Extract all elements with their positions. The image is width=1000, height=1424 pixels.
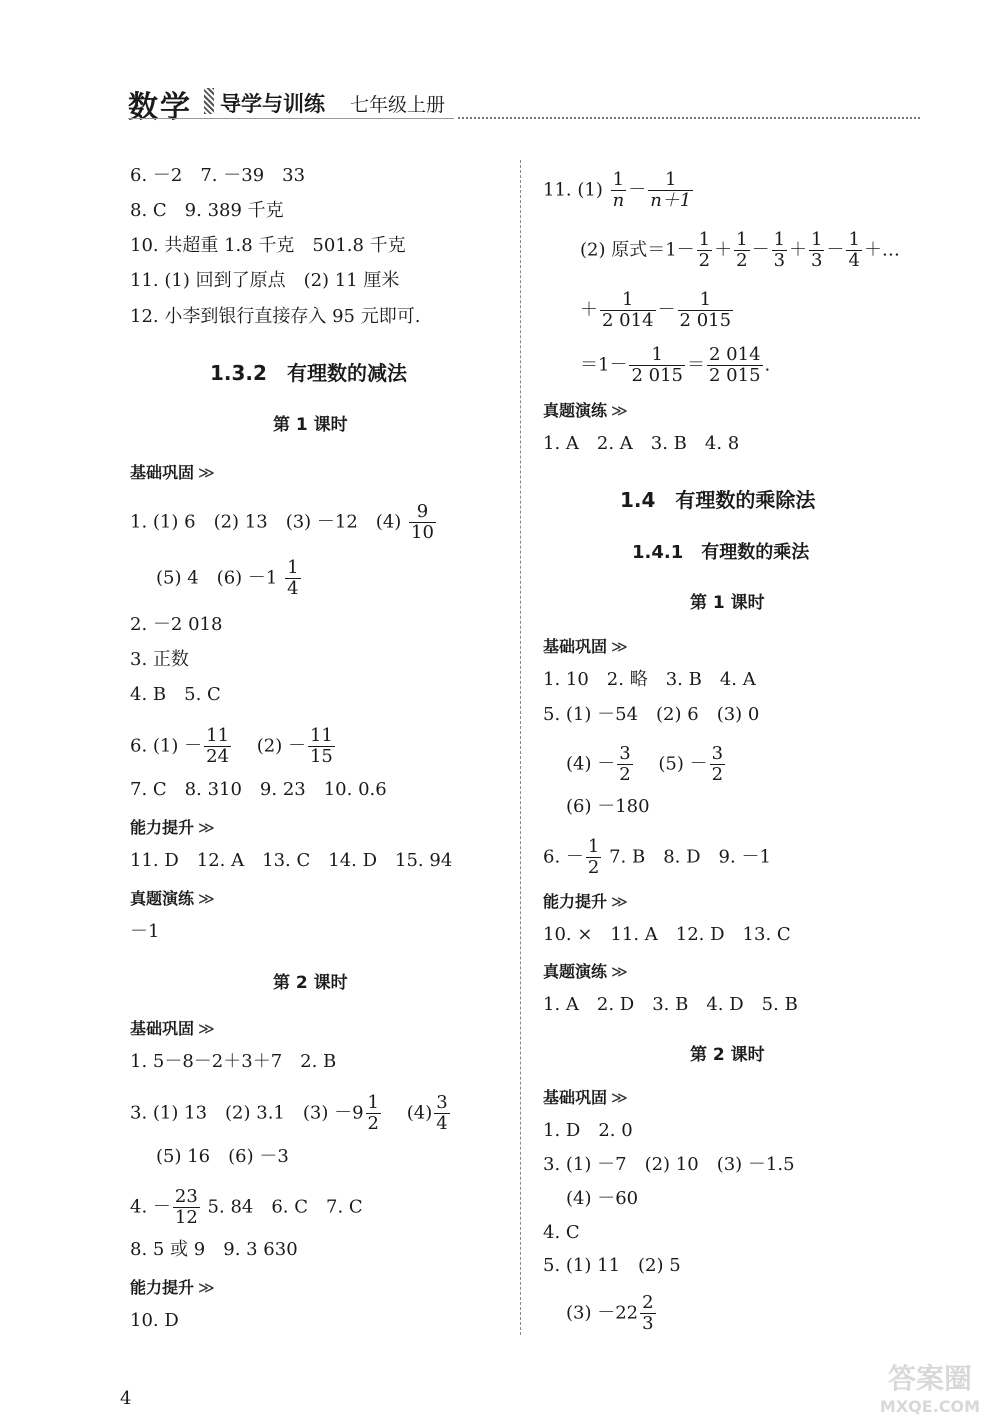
answer-line: 6. (1) － $\frac{11}{24}$ (2) － $\frac{11}{15}$ — [130, 725, 333, 767]
section-label: 能力提升 ≫ — [130, 818, 215, 837]
answer-line: 1. D 2. 0 — [543, 1120, 633, 1141]
fraction: $\frac{3}{4}$ — [436, 1092, 448, 1134]
watermark-en: MXQE.COM — [879, 1397, 981, 1416]
answer-line: 8. 5 或 9 9. 3 630 — [130, 1239, 298, 1260]
answer-line: 2. －2 018 — [130, 614, 223, 635]
answer-line: 11. D 12. A 13. C 14. D 15. 94 — [130, 850, 453, 871]
header-dotted-rule — [458, 117, 920, 119]
answer-line: 7. C 8. 310 9. 23 10. 0.6 — [130, 779, 387, 800]
answer-line: 8. C 9. 389 千克 — [130, 200, 284, 221]
answer-line: 6. － $\frac{1}{2}$ 7. B 8. D 9. －1 — [543, 836, 771, 878]
watermark-logo — [870, 1358, 990, 1416]
answer-line: 3. (1) 13 (2) 3.1 (3) －9 $\frac{1}{2}$ (4) $\frac{3}{4}$ — [130, 1092, 448, 1134]
fraction: $\frac{2}{3}$ — [642, 1292, 654, 1334]
answer-line: 1. (1) 6 (2) 13 (3) －12 (4) $\frac{9}{10}$ — [130, 501, 434, 543]
answer-line: 5. (1) 11 (2) 5 — [543, 1255, 681, 1276]
answer-line: 10. × 11. A 12. D 13. C — [543, 924, 791, 945]
grade-label: 七年级上册 — [350, 94, 446, 116]
answer-line: 1. A 2. A 3. B 4. 8 — [543, 433, 740, 454]
answer-line: ＋ $\frac{1}{2 014}$ － $\frac{1}{2 015}$ — [580, 289, 732, 331]
answer-line: 12. 小李到银行直接存入 95 元即可. — [130, 306, 421, 327]
answer-line: (5) 16 (6) －3 — [156, 1146, 289, 1167]
answer-line: 4. B 5. C — [130, 684, 221, 705]
section-label: 基础巩固 ≫ — [130, 463, 215, 482]
answer-line: 4. － $\frac{23}{12}$ 5. 84 6. C 7. C — [130, 1186, 363, 1228]
answer-line: (6) －180 — [566, 796, 650, 817]
answer-line: (4) －60 — [566, 1188, 639, 1209]
page-number: 4 — [120, 1388, 132, 1409]
fraction: $\frac{1}{4}$ — [287, 557, 299, 599]
answer-line: 6. －2 7. －39 33 — [130, 165, 306, 186]
section-label: 真题演练 ≫ — [543, 401, 628, 420]
fraction: $\frac{1}{2}$ — [367, 1092, 379, 1134]
section-label: 基础巩固 ≫ — [130, 1019, 215, 1038]
series-title: 导学与训练 — [220, 92, 325, 116]
fraction: $\frac{23}{12}$ — [174, 1186, 198, 1228]
subject-title: 数学 — [128, 90, 192, 125]
section-label: 真题演练 ≫ — [130, 889, 215, 908]
section-label: 基础巩固 ≫ — [543, 637, 628, 656]
fraction: $\frac{11}{15}$ — [309, 725, 333, 767]
header-underline — [128, 118, 454, 119]
fraction: $\frac{9}{10}$ — [411, 501, 434, 543]
answer-line: －1 — [130, 921, 160, 942]
lesson-title: 第 2 课时 — [690, 1045, 765, 1065]
page-header — [128, 82, 920, 125]
lesson-title: 第 1 课时 — [690, 593, 765, 613]
answer-line: (3) －22 $\frac{2}{3}$ — [566, 1292, 654, 1334]
subsection-title: 1.4.1 有理数的乘法 — [632, 542, 810, 563]
fraction: $\frac{1}{2}$ — [587, 836, 600, 878]
answer-line: (4) － $\frac{3}{2}$ (5) － $\frac{3}{2}$ — [566, 743, 724, 785]
fraction: $\frac{3}{2}$ — [619, 743, 631, 785]
section-title: 1.4 有理数的乘除法 — [620, 488, 816, 512]
answer-line: 3. (1) －7 (2) 10 (3) －1.5 — [543, 1154, 795, 1175]
answer-line: 5. (1) －54 (2) 6 (3) 0 — [543, 704, 760, 725]
answer-line: 1. A 2. D 3. B 4. D 5. B — [543, 994, 798, 1015]
section-label: 基础巩固 ≫ — [543, 1088, 628, 1107]
fraction: $\frac{11}{24}$ — [206, 725, 230, 767]
section-label: 能力提升 ≫ — [543, 892, 628, 911]
section-title: 1.3.2 有理数的减法 — [210, 361, 407, 385]
answer-line: (2) 原式＝1－ $\frac{1}{2}$ ＋ $\frac{1}{2}$ － $\frac{1}{3}$ ＋ $\frac{1}{3}$ － $\frac{1}{4}$ ＋… — [580, 229, 900, 271]
fraction: $\frac{1}{n}$ — [612, 169, 625, 211]
fraction: $\frac{3}{2}$ — [711, 743, 724, 785]
answer-line: 3. 正数 — [130, 649, 189, 670]
answer-line: 1. 5－8－2＋3＋7 2. B — [130, 1051, 337, 1072]
answer-line: (5) 4 (6) －1 $\frac{1}{4}$ — [156, 557, 299, 599]
section-label: 能力提升 ≫ — [130, 1278, 215, 1297]
lesson-title: 第 1 课时 — [273, 415, 348, 435]
answer-line: 10. D — [130, 1310, 179, 1331]
answer-line: ＝1－ $\frac{1}{2 015}$ ＝ $\frac{2 014}{2 015}$ . — [580, 344, 771, 386]
header-ornament — [204, 88, 214, 114]
answer-line: 11. (1) 回到了原点 (2) 11 厘米 — [130, 270, 400, 291]
answer-line: 11. (1) $\frac{1}{n}$ － $\frac{1}{n+1}$ — [543, 169, 692, 211]
watermark-cn: 答案圈 — [887, 1362, 973, 1395]
fraction: $\frac{1}{n+1}$ — [650, 169, 692, 211]
column-divider — [520, 160, 521, 1335]
lesson-title: 第 2 课时 — [273, 973, 348, 993]
answer-line: 10. 共超重 1.8 千克 501.8 千克 — [130, 235, 406, 256]
answer-line: 4. C — [543, 1222, 580, 1243]
answer-line: 1. 10 2. 略 3. B 4. A — [543, 669, 756, 690]
section-label: 真题演练 ≫ — [543, 962, 628, 981]
